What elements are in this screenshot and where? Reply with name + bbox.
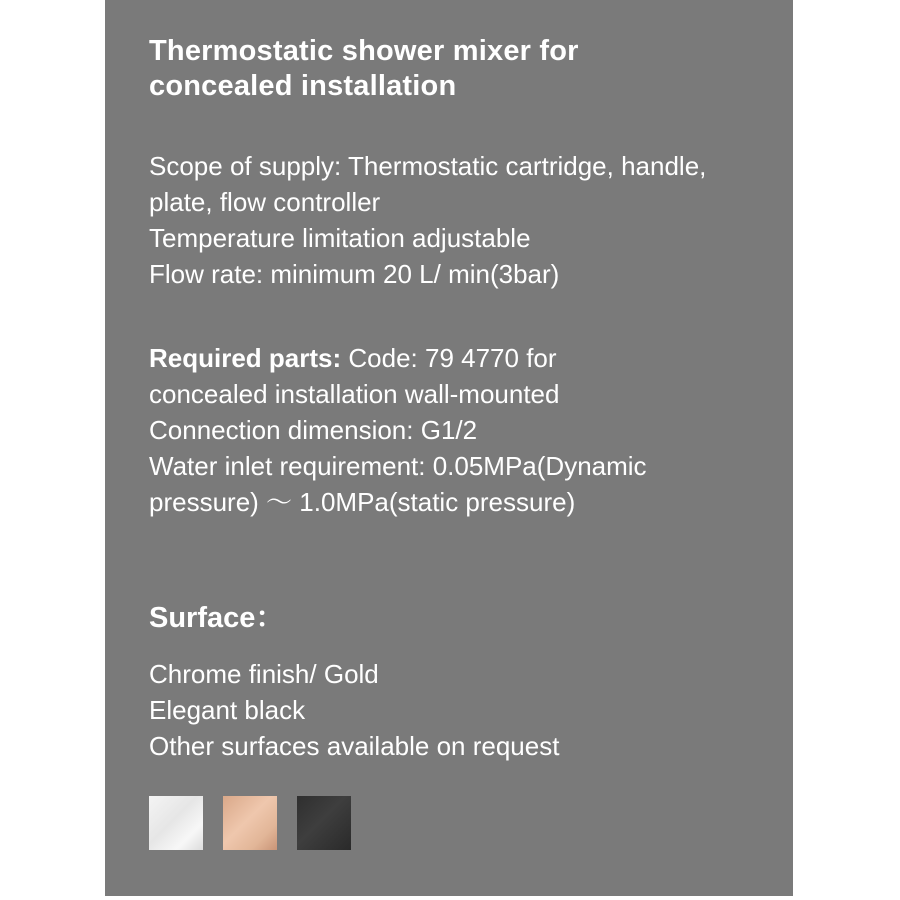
surface-option-elegant-black: Elegant black (149, 695, 306, 725)
product-title-line-2: concealed installation (149, 70, 457, 102)
required-parts-code: Code: 79 4770 for (341, 343, 557, 373)
required-parts-line-1 (149, 340, 779, 376)
scope-of-supply-line-2: plate, flow controller (149, 187, 381, 217)
required-parts-line-2: concealed installation wall-mounted (149, 379, 560, 409)
required-parts-label: Required parts: (149, 343, 342, 373)
gold-finish-swatch (223, 796, 277, 850)
surface-option-chrome-gold: Chrome finish/ Gold (149, 659, 379, 689)
surface-heading: Surface： (149, 602, 285, 634)
product-title-line-1: Thermostatic shower mixer for (149, 35, 579, 67)
scope-of-supply-line-1: Scope of supply: Thermostatic cartridge, handle, (149, 151, 707, 181)
temperature-limitation-text: Temperature limitation adjustable (149, 223, 531, 253)
surface-options-list (149, 656, 779, 764)
connection-dimension-text: Connection dimension: G1/2 (149, 415, 478, 445)
bottom-border (105, 896, 793, 900)
scope-of-supply-section (149, 148, 779, 292)
required-parts-section (149, 340, 779, 520)
water-inlet-requirement-line-1: Water inlet requirement: 0.05MPa(Dynamic (149, 451, 647, 481)
surface-swatches (149, 796, 371, 850)
chrome-finish-swatch (149, 796, 203, 850)
water-inlet-requirement-line-2: pressure) ～ 1.0MPa(static pressure) (149, 487, 576, 517)
black-finish-swatch (297, 796, 351, 850)
flow-rate-text: Flow rate: minimum 20 L/ min(3bar) (149, 259, 560, 289)
surface-option-other: Other surfaces available on request (149, 731, 560, 761)
product-title (149, 34, 769, 104)
product-info-panel (105, 0, 793, 896)
